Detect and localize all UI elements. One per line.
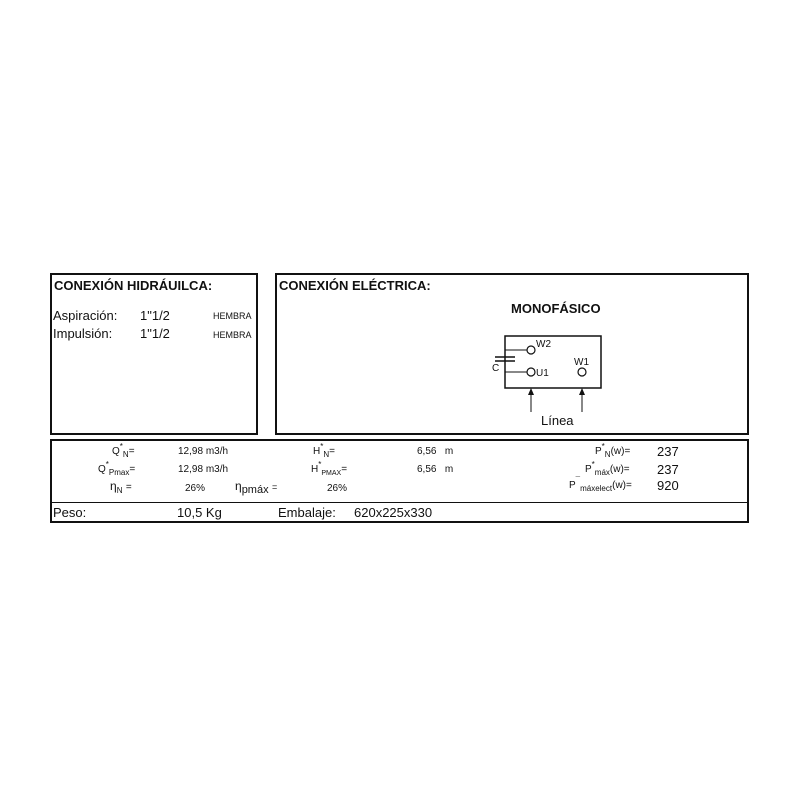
terminal-w1-label: W1 bbox=[574, 357, 589, 368]
hydraulic-connection-panel bbox=[50, 273, 258, 435]
aspiration-value: 1"1/2 bbox=[140, 308, 170, 323]
q-n-symbol: $Q^*_N=$ bbox=[112, 442, 135, 459]
eta-n-symbol: $\eta_N$ = bbox=[110, 479, 132, 495]
phase-label: MONOFÁSICO bbox=[511, 301, 601, 316]
weight-value: 10,5 Kg bbox=[177, 505, 222, 520]
p-maxelect-symbol: $P^¯_{máxelect}(w)=$ bbox=[569, 476, 632, 493]
h-pmax-value: 6,56 m bbox=[417, 464, 454, 475]
p-max-symbol: $P^*_{máx}(w)=$ bbox=[585, 460, 630, 477]
terminal-u1-label: U1 bbox=[536, 368, 549, 379]
h-n-symbol: $H^*_N=$ bbox=[313, 442, 335, 459]
aspiration-type: HEMBRA bbox=[213, 311, 252, 321]
q-n-value: 12,98 m3/h bbox=[178, 446, 229, 457]
q-pmax-symbol: $Q^*_{Pmax}=$ bbox=[98, 460, 136, 477]
p-n-value: 237 bbox=[657, 444, 679, 459]
footer-divider bbox=[52, 502, 747, 503]
line-label: Línea bbox=[541, 413, 574, 428]
impulsion-label: Impulsión: bbox=[53, 326, 113, 341]
impulsion-value: 1"1/2 bbox=[140, 326, 170, 341]
p-maxelect-value: 920 bbox=[657, 478, 679, 493]
p-n-symbol: $P^*_N(w)=$ bbox=[595, 442, 631, 459]
capacitor-label: C bbox=[492, 363, 500, 374]
q-pmax-value: 12,98 m3/h bbox=[178, 464, 229, 475]
electrical-connection-panel bbox=[275, 273, 749, 435]
weight-label: Peso: bbox=[53, 505, 87, 520]
hydraulic-title: CONEXIÓN HIDRÁUILCA: bbox=[54, 278, 213, 293]
h-pmax-symbol: $H^*_{PMAX}=$ bbox=[311, 460, 348, 477]
p-max-value: 237 bbox=[657, 462, 679, 477]
impulsion-type: HEMBRA bbox=[213, 330, 252, 340]
packaging-value: 620x225x330 bbox=[354, 505, 433, 520]
terminal-w2-label: W2 bbox=[536, 339, 551, 350]
performance-table bbox=[50, 439, 749, 523]
h-n-value: 6,56 m bbox=[417, 446, 454, 457]
packaging-label: Embalaje: bbox=[278, 505, 336, 520]
electrical-title: CONEXIÓN ELÉCTRICA: bbox=[279, 278, 431, 293]
eta-pmax-symbol: ηpmáx = bbox=[235, 479, 278, 496]
eta-n-value: 26% bbox=[185, 483, 206, 494]
aspiration-label: Aspiración: bbox=[53, 308, 118, 323]
eta-pmax-value: 26% bbox=[327, 483, 348, 494]
